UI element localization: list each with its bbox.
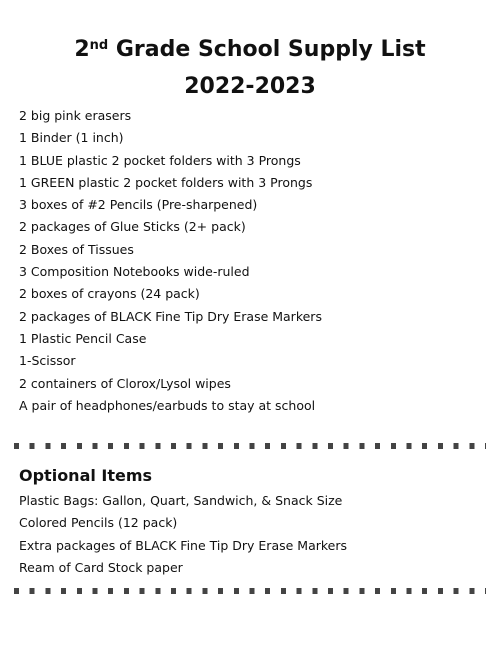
- supply-list: [19, 105, 322, 417]
- list-item: 2 boxes of crayons (24 pack): [19, 286, 200, 302]
- list-item: 2 packages of BLACK Fine Tip Dry Erase Markers: [19, 308, 322, 324]
- list-item: 1 BLUE plastic 2 pocket folders with 3 Prongs: [19, 152, 301, 168]
- school-year: 2022-2023: [184, 74, 316, 99]
- list-item: 3 boxes of #2 Pencils (Pre-sharpened): [19, 197, 258, 213]
- grade-suffix: nd: [89, 38, 109, 53]
- list-item: 1 GREEN plastic 2 pocket folders with 3 Prongs: [19, 174, 313, 190]
- page-title: [0, 36, 500, 64]
- dotted-divider: [14, 588, 486, 594]
- list-item: 2 containers of Clorox/Lysol wipes: [19, 375, 231, 391]
- list-item: 1-Scissor: [19, 353, 76, 369]
- optional-list: [19, 490, 347, 579]
- list-item: 2 big pink erasers: [19, 108, 132, 123]
- dotted-divider: [14, 443, 486, 449]
- list-item: A pair of headphones/earbuds to stay at school: [19, 397, 316, 413]
- title-text: Grade School Supply List: [108, 37, 426, 62]
- list-item: Plastic Bags: Gallon, Quart, Sandwich, & Snack Size: [19, 493, 343, 508]
- optional-items-heading: Optional Items: [19, 466, 153, 485]
- list-item: Extra packages of BLACK Fine Tip Dry Erase Markers: [19, 537, 348, 553]
- list-item: 1 Binder (1 inch): [19, 130, 124, 146]
- grade-number: 2: [74, 37, 90, 62]
- list-item: 3 Composition Notebooks wide-ruled: [19, 264, 250, 280]
- list-item: Colored Pencils (12 pack): [19, 515, 178, 531]
- list-item: 2 Boxes of Tissues: [19, 241, 134, 257]
- list-item: 2 packages of Glue Sticks (2+ pack): [19, 219, 246, 235]
- list-item: 1 Plastic Pencil Case: [19, 330, 147, 346]
- list-item: Ream of Card Stock paper: [19, 559, 183, 575]
